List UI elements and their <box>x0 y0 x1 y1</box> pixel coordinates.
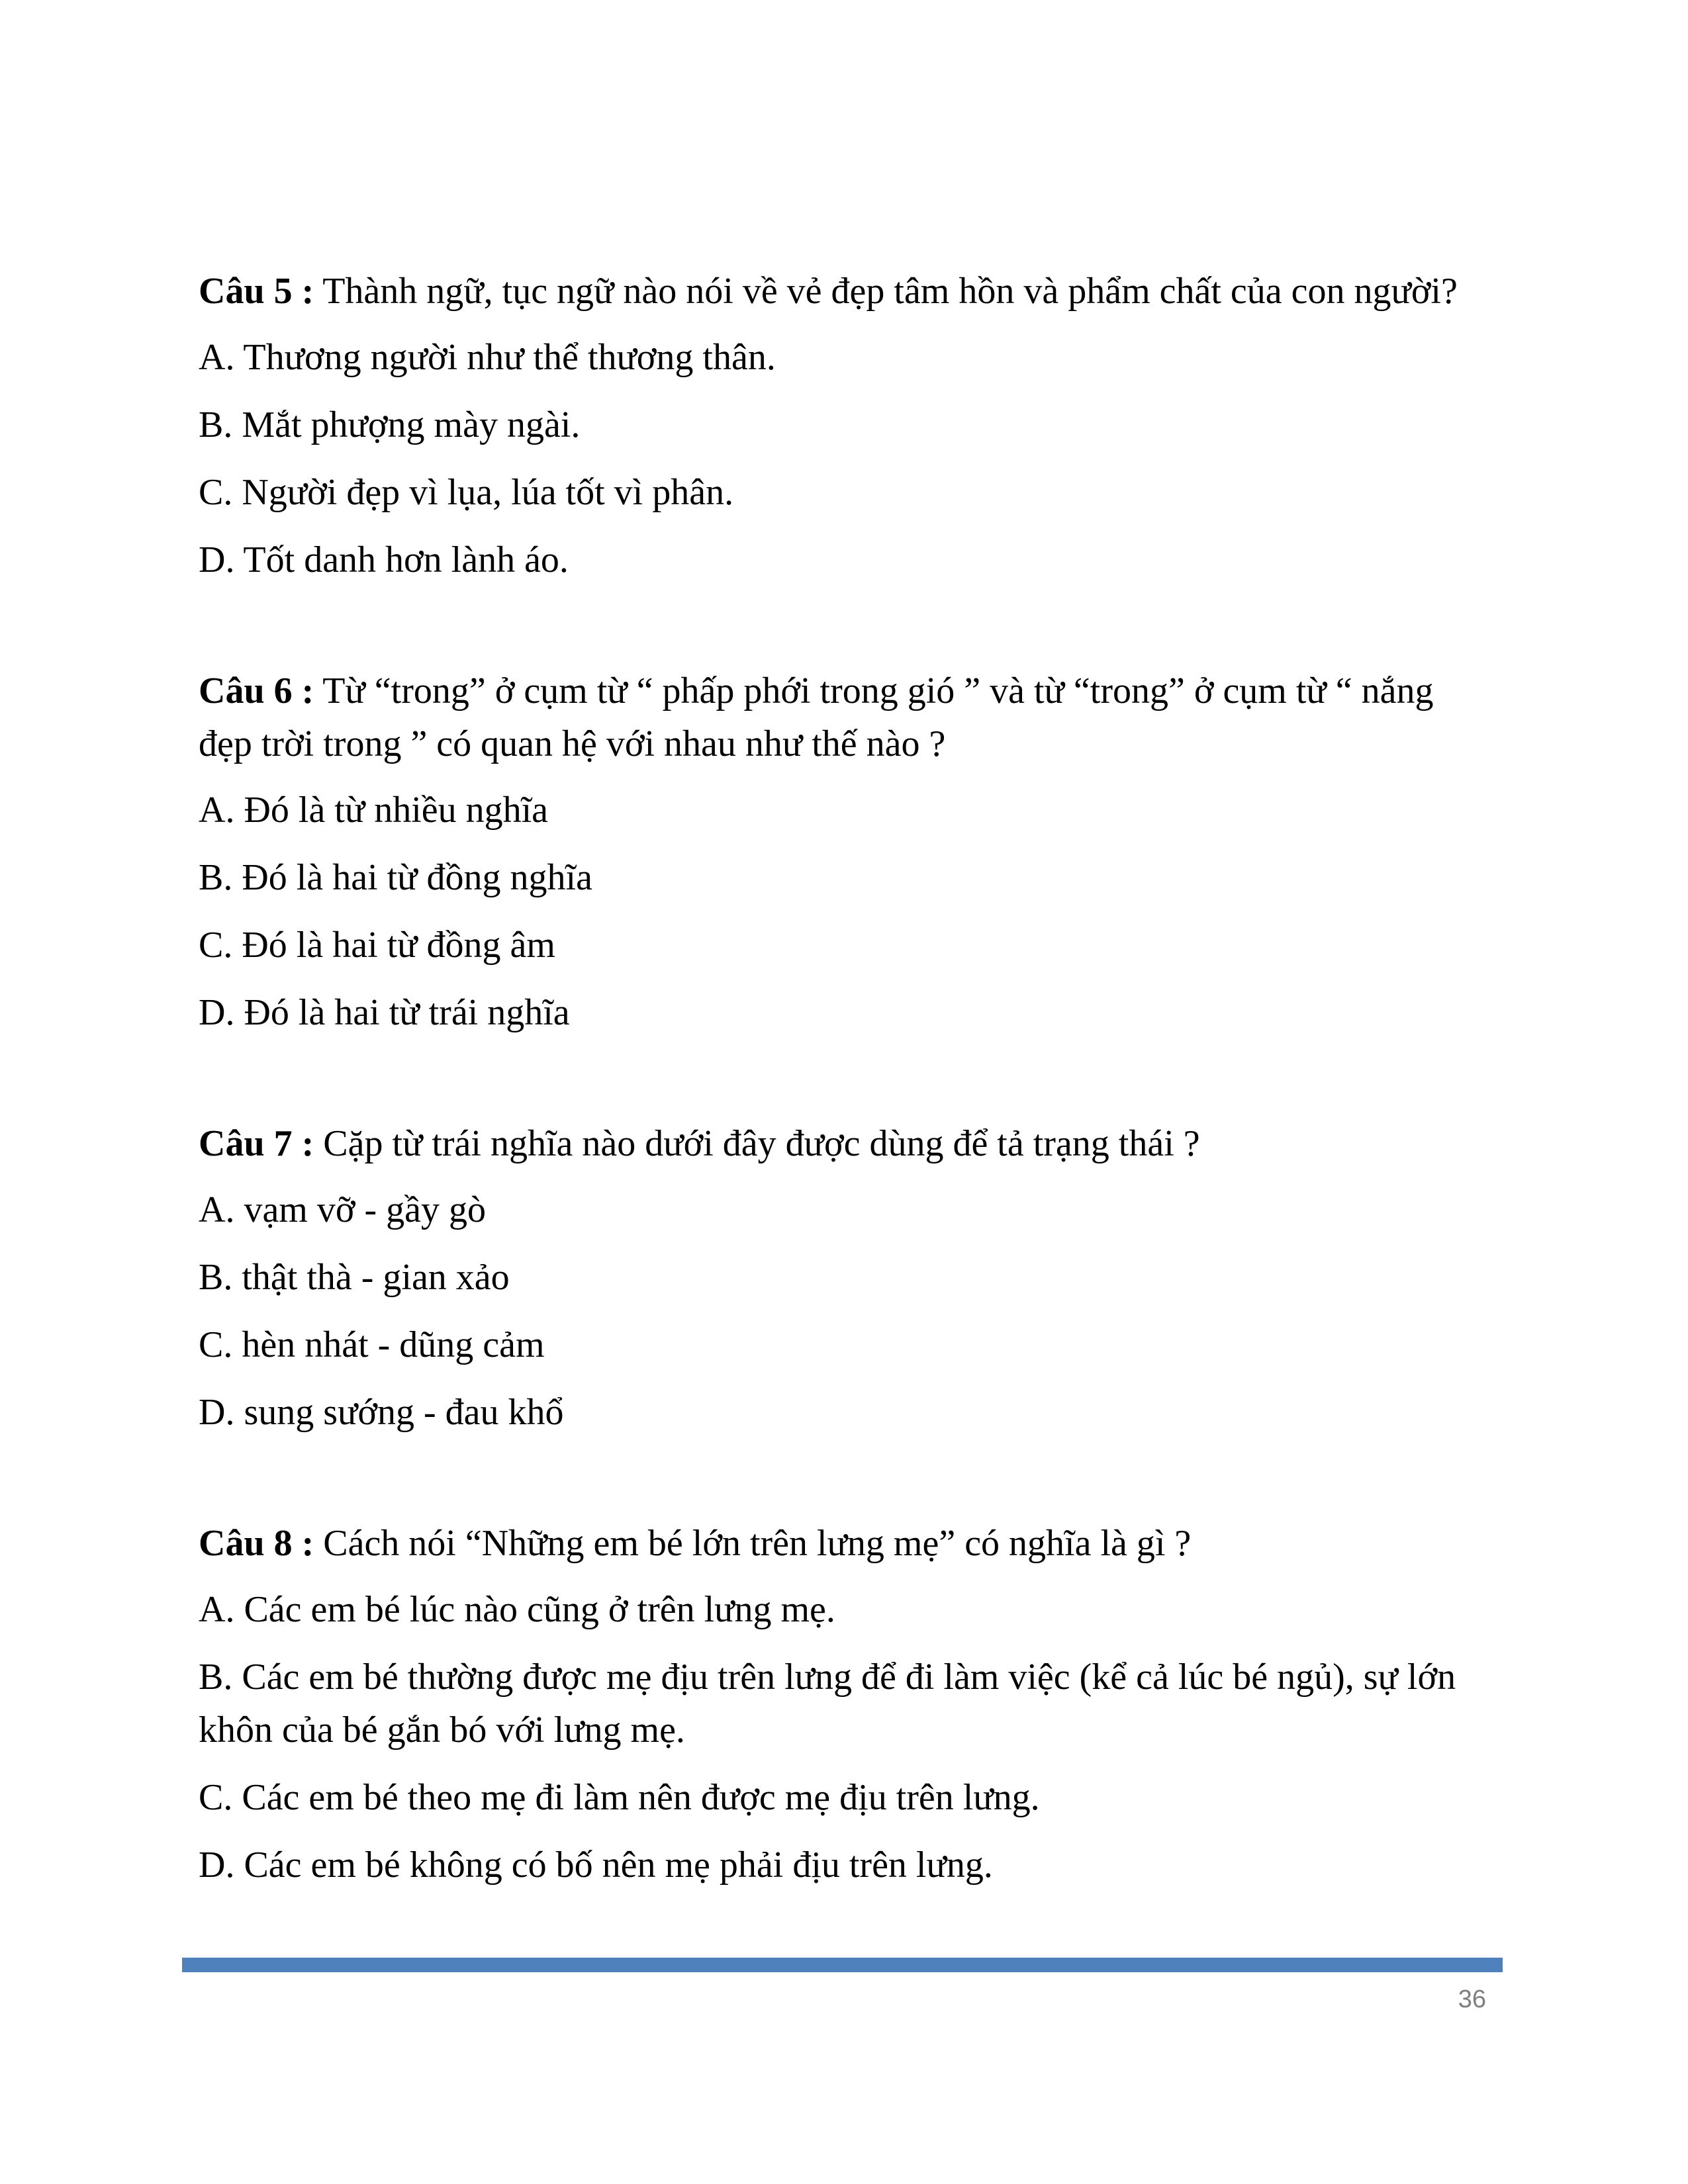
footer-divider <box>182 1958 1503 1972</box>
answer-option-a: A. Thương người như thể thương thân. <box>199 337 776 378</box>
answer-option-c: C. Người đẹp vì lụa, lúa tốt vì phân. <box>199 472 734 513</box>
question-list <box>199 265 1496 1906</box>
answer-option-c: C. hèn nhát - dũng cảm <box>199 1324 545 1365</box>
question-stem <box>199 664 1496 770</box>
answer-option-a: A. Đó là từ nhiều nghĩa <box>199 790 549 831</box>
question-number: Câu 6 : <box>199 670 314 711</box>
question-number: Câu 8 : <box>199 1523 314 1564</box>
answer-option-c: C. Đó là hai từ đồng âm <box>199 925 555 966</box>
page-number: 36 <box>1458 1985 1486 2013</box>
question-7 <box>199 1117 1496 1439</box>
question-5 <box>199 265 1496 586</box>
question-number: Câu 7 : <box>199 1123 314 1164</box>
answer-option-d: D. sung sướng - đau khổ <box>199 1392 564 1433</box>
question-number: Câu 5 : <box>199 271 314 312</box>
answer-option-d: D. Tốt danh hơn lành áo. <box>199 539 569 580</box>
question-text: Cách nói “Những em bé lớn trên lưng mẹ” có nghĩa là gì ? <box>314 1523 1192 1564</box>
answer-option-a: A. Các em bé lúc nào cũng ở trên lưng mẹ. <box>199 1589 835 1630</box>
question-text: Cặp từ trái nghĩa nào dưới đây được dùng để tả trạng thái ? <box>314 1123 1200 1164</box>
question-8 <box>199 1517 1496 1891</box>
answer-option-b: B. Các em bé thường được mẹ địu trên lưng để đi làm việc (kể cả lúc bé ngủ), sự lớn khôn của bé gắn bó với lưng mẹ. <box>199 1657 1456 1751</box>
question-stem <box>199 1117 1496 1170</box>
question-stem <box>199 265 1496 318</box>
answer-option-c: C. Các em bé theo mẹ đi làm nên được mẹ địu trên lưng. <box>199 1777 1040 1818</box>
answer-option-b: B. thật thà - gian xảo <box>199 1257 510 1298</box>
answer-option-b: B. Đó là hai từ đồng nghĩa <box>199 857 592 898</box>
question-text: Thành ngữ, tục ngữ nào nói về vẻ đẹp tâm hồn và phẩm chất của con người? <box>314 271 1458 312</box>
question-stem <box>199 1517 1496 1570</box>
question-6 <box>199 664 1496 1039</box>
answer-option-d: D. Các em bé không có bố nên mẹ phải địu trên lưng. <box>199 1844 993 1886</box>
answer-option-b: B. Mắt phượng mày ngài. <box>199 404 581 445</box>
question-text: Từ “trong” ở cụm từ “ phấp phới trong gió ” và từ “trong” ở cụm từ “ nắng đẹp trời trong ” có quan hệ với nhau như thế nào ? <box>199 670 1434 764</box>
answer-option-d: D. Đó là hai từ trái nghĩa <box>199 992 570 1033</box>
answer-option-a: A. vạm vỡ - gầy gò <box>199 1189 486 1230</box>
